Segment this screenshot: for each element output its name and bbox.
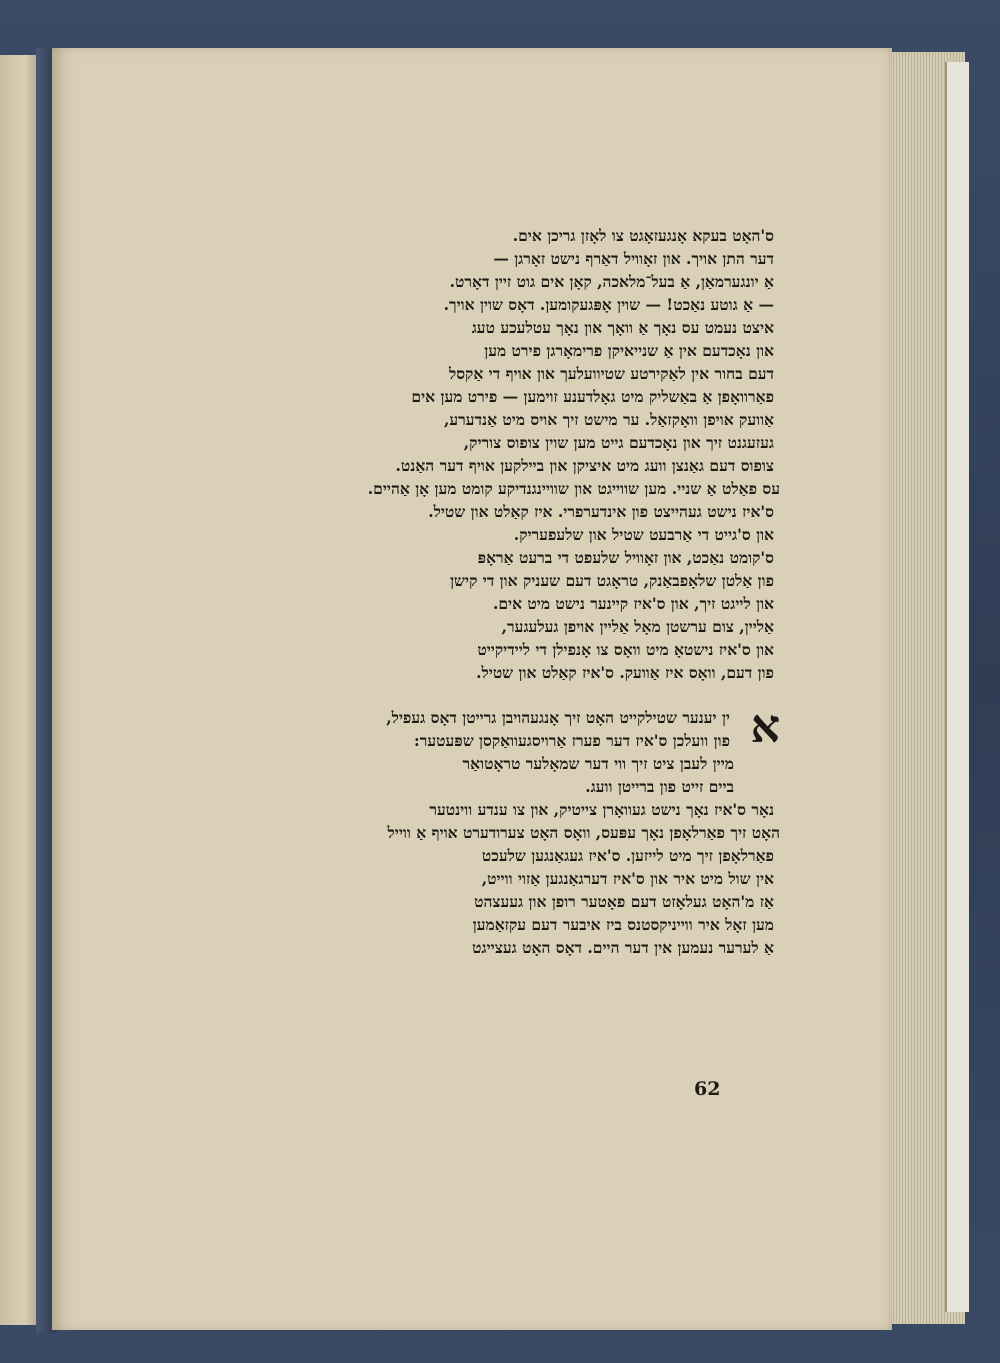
text-line: איצט נעמט עס נאָך אַ וואָך און נאָך עטלעכע טעג bbox=[471, 318, 774, 337]
text-line: אין שול מיט איר און ס'איז דערגאַנגען אַזוי ווייט, bbox=[481, 869, 774, 888]
verse-line: מיין לעבן ציט זיך ווי דער שמאָלער טראָטואַר bbox=[462, 754, 734, 773]
paragraph-gap bbox=[162, 684, 774, 706]
paragraph-1 bbox=[162, 224, 780, 684]
text-line: אַ יונגערמאַן, אַ בעל־מלאכה, קאָן אים גוט זיין דאָרט. bbox=[449, 272, 774, 291]
page-edge bbox=[945, 62, 969, 1312]
verse-line: ביים זייט פון ברייטן וועג. bbox=[585, 777, 734, 796]
text-line: האָט זיך פאַרלאָפן נאָך עפּעס, וואָס האָט צערודערט אויף אַ ווייל bbox=[387, 823, 780, 842]
text-line: פאַרלאָפן זיך מיט לייזען. ס'איז געגאַנגען שלעכט bbox=[481, 846, 774, 865]
text-line: פון דעם, וואָס איז אַוועק. ס'איז קאַלט און שטיל. bbox=[476, 663, 774, 682]
page-number: 62 bbox=[694, 1078, 721, 1100]
text-line: פון וועלכן ס'איז דער פערז אַרויסגעוואַקסן שפּעטער: bbox=[414, 731, 730, 750]
text-line: ס'האָט בעקא אָנגעזאָגט צו לאָזן גריכן אים. bbox=[512, 226, 774, 245]
text-line: דער התן אויך. און זאָוויל דאַרף נישט זאָרגן — bbox=[493, 249, 774, 268]
page-text bbox=[162, 224, 780, 959]
text-line: דעם בחור אין לאַקירטע שטיוועלעך און אויף די אַקסל bbox=[448, 364, 774, 383]
text-line: — אַ גוטע נאַכט! — שוין אָפּגעקומען. דאָס שוין אויך. bbox=[443, 295, 774, 314]
text-line: מען זאָל איר ווייניקסטנס ביז איבער דעם עקזאַמען bbox=[472, 915, 774, 934]
text-line: פאַרוואָפן אַ באַשליק מיט גאָלדענע זוימען — פירט מען אים bbox=[411, 387, 774, 406]
text-line: געזעגנט זיך און נאָכדעם גייט מען שוין צופוס צוריק, bbox=[463, 433, 774, 452]
text-line: און נאָכדעם אין אַ שנייאיקן פרימאָרגן פירט מען bbox=[484, 341, 774, 360]
left-page-edge bbox=[0, 55, 39, 1325]
verse-quote bbox=[162, 752, 774, 798]
text-line: צופוס דעם גאַנצן וועג מיט איציקן און ביילקען אויף דער האַנט. bbox=[395, 456, 774, 475]
dropcap-block bbox=[162, 699, 780, 753]
paragraph-2 bbox=[162, 699, 780, 959]
dropcap-letter: א bbox=[750, 699, 780, 753]
text-line: ס'קומט נאַכט, און זאָוויל שלעפט די ברעט אַראָפּ bbox=[477, 548, 774, 567]
text-line: אַז מ'האָט געלאָזט דעם פאָטער רופן און געעצהט bbox=[474, 892, 774, 911]
text-line: ס'איז נישט געהייצט פון אינדערפרי. איז קאַלט און שטיל. bbox=[428, 502, 774, 521]
book-page bbox=[52, 48, 892, 1330]
text-line: און לייגט זיך, און ס'איז קיינער נישט מיט אים. bbox=[492, 594, 774, 613]
text-line: ין יענער שטילקייט האָט זיך אָנגעהויבן גרייטן דאָס געפיל, bbox=[386, 708, 730, 727]
text-line: אַוועק אויפן וואָקזאַל. ער מישט זיך אויס מיט אַנדערע, bbox=[444, 410, 774, 429]
text-line: און ס'איז נישטאָ מיט וואָס צו אָנפילן די ליידיקייט bbox=[477, 640, 774, 659]
text-line: נאָר ס'איז נאָך נישט געוואָרן צייטיק, און צו ענדע ווינטער bbox=[429, 800, 774, 819]
text-line: אַליין, צום ערשטן מאָל אַליין אויפן געלעגער, bbox=[501, 617, 774, 636]
text-line: אַ לערער נעמען אין דער היים. דאָס האָט געצייגט bbox=[472, 938, 774, 957]
text-line: פון אַלטן שלאָפבאַנק, טראָגט דעם שעניק און די קישן bbox=[450, 571, 774, 590]
text-line: און ס'גייט די אַרבעט שטיל און שלעפעריק. bbox=[513, 525, 774, 544]
text-line: עס פאַלט אַ שניי. מען שווייגט און שוויינגנדיקע קומט מען אָן אַהיים. bbox=[367, 479, 780, 498]
